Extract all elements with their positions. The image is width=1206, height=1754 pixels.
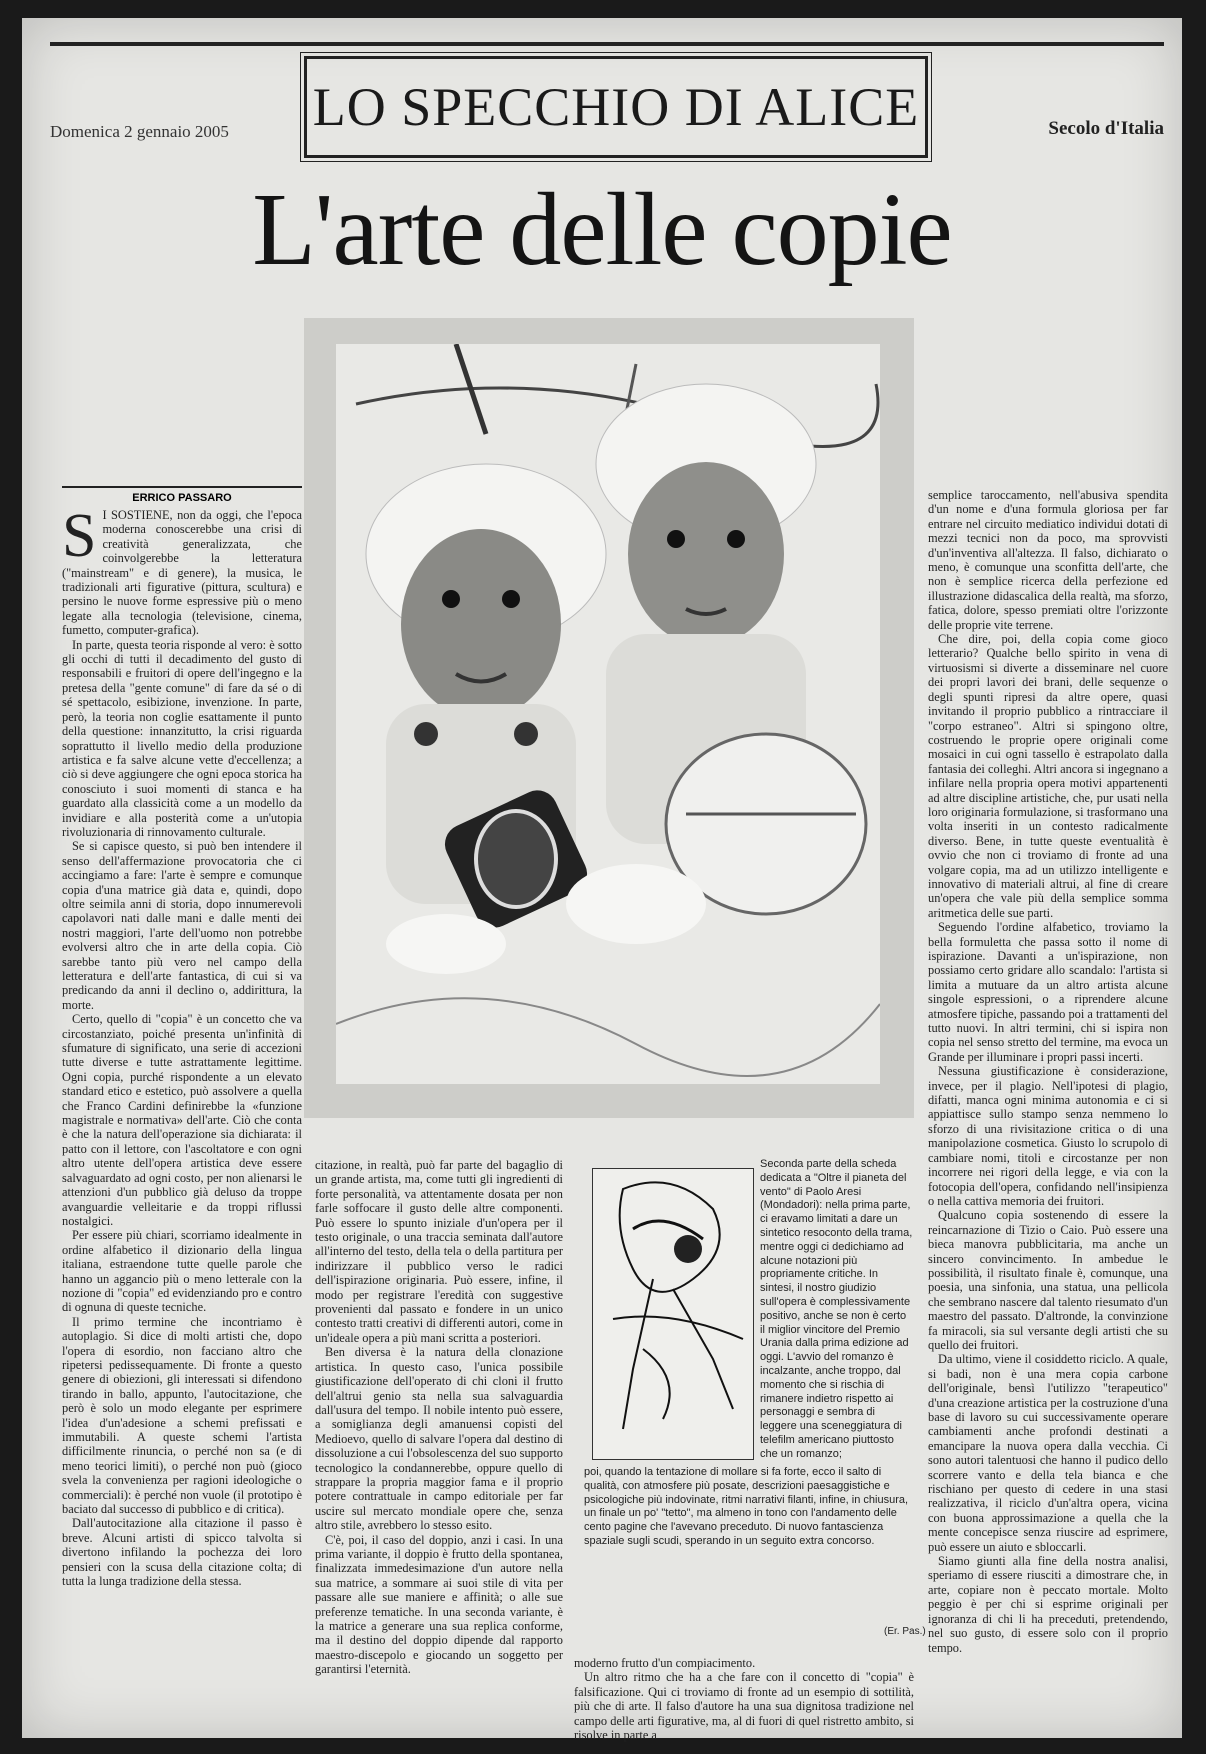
paragraph: Dall'autocitazione alla citazione il passo è breve. Alcuni artisti di spicco talvolta si divertono infilando la pochezza dei loro pensieri con la scusa della citazione colta; di tutta la lunga tradizione della stessa. — [62, 1516, 302, 1589]
paragraph: Ben diversa è la natura della clonazione artistica. In questo caso, l'unica possibile giustificazione dell'operato di chi cloni il frutto dell'altrui genio sta nella sua salvaguardia dall'usura del tempo. Il nobile intento può essere, a somiglianza degli amanuensi copisti del Medioevo, quello di salvare l'opera dal destino di dissoluzione a cui l'obsolescenza del suo supporto tecnologico la condannerebbe, oppure quello di strappare la propria maggior fama e il proprio potere contrattuale in campo editoriale per far uscire sul mercato mondiale opere che, senza altro stile, avrebbero lo stesso esito. — [315, 1345, 563, 1533]
paragraph: I SOSTIENE, non da oggi, che l'epoca moderna conoscerebbe una crisi di creatività generalizzata, che coinvolgerebbe la letteratura ("mainstream" e di genere), la musica, le tradizionali arti figurative (pittura, scultura) e persino le nuove forme espressive più o meno legate alla tecnologia (televisione, cinema, fumetto, computer-grafica). — [62, 508, 302, 638]
sidebar-text-bottom: poi, quando la tentazione di mollare si fa forte, ecco il salto di qualità, con atmosfere più posate, descrizioni paesaggistiche e psicologiche più indovinate, ritmi narrativi filanti, infine, in chiusura, un finale un po' "tetto", ma almeno in tono con l'andamento delle cento pagine che l'avevano preceduto. Di nuovo fantascienza spaziale sugli scudi, sperando in un seguito extra concorso. — [584, 1466, 909, 1547]
paragraph: Certo, quello di "copia" è un concetto che va circostanziato, poiché presenta un'infinità di sfumature di significato, una serie di accezioni tutte diverse e tutte astrattamente legittime. Ogni copia, purché rispondente a un elevato standard etico e estetico, può assolvere a quella che Franco Cardini definirebbe la «funzione magistrale e normativa» dell'arte. Ciò che conta è che la natura dell'operazione sia dichiarata: il patto con il lettore, con l'ascoltatore e con ogni altro utente dell'opera artistica deve essere salvaguardato ad ogni costo, per non alienarsi le attenzioni d'un pubblico già deluso da troppe avanguardie velleitarie e da troppi riflussi nostalgici. — [62, 1012, 302, 1228]
paragraph: citazione, in realtà, può far parte del bagaglio di un grande artista, ma, come tutti gli ingredienti di forte personalità, va attentamente dosata per non farle soffocare il gusto delle altre componenti. Può essere lo spunto iniziale d'un'opera per il testo originale, o una traccia seminata dall'autore all'interno del testo, della tela o della partitura per indirizzare il pubblico verso le radici dell'ispirazione originaria. Può essere, infine, il modo per registrare l'eredità con suggestive provenienti dal passato e fondere in un unico contesto tratti creativi di differenti autori, come in un'ideale opera a più mani scritta a posteriori. — [315, 1158, 563, 1345]
paragraph: Nessuna giustificazione è considerazione, invece, per il plagio. Nell'ipotesi di plagio, difatti, manca ogni minima autonomia e ci si appiattisce sullo stampo senza nemmeno lo sforzo di una rivisitazione critica o di una manipolazione cosmetica. Giusto lo scrupolo di cambiare nomi, titoli e circostanze per non incorrere nei rigori della legge, e via con la fotocopia dell'opera, confidando nell'insipienza o nella cattiva memoria dei fruitori. — [928, 1064, 1168, 1208]
newspaper-page — [22, 18, 1182, 1743]
paragraph: semplice taroccamento, nell'abusiva spendita d'un nome e d'una formula gloriosa per far entrare nel circuito mediatico individui dotati di mezzi tecnici non da poco, ma sprovvisti d'un'inventiva all'altezza. Il falso, dichiarato o meno, è comunque una sconfitta dell'arte, che non è semplice ricerca della perfezione ed illustrazione didascalica della realtà, ma sforzo, fatica, dolore, spesso premiati oltre l'orizzonte delle proprie vite terrene. — [928, 488, 1168, 632]
paragraph: Seguendo l'ordine alfabetico, troviamo la bella formuletta che passa sotto il nome di ispirazione. Davanti a un'ispirazione, non possiamo certo gridare allo scandalo: l'artista si limita a mutuare da un altro artista alcune singole espressioni, o a riprendere alcune atmosfere tipiche, passando poi a trattamenti del tutto nuovi. In altri termini, chi si ispira non copia nel senso stretto del termine, ma evoca un Grande per illuminare i propri passi incerti. — [928, 920, 1168, 1064]
article-column-3 — [574, 1656, 914, 1743]
paragraph: Il primo termine che incontriamo è autoplagio. Si dice di molti artisti che, dopo l'opera di esordio, non facciano altro che ripetersi pedissequamente. Di fronte a questo genere di obiezioni, gli interessati si difendono tirando in ballo, appunto, l'autocitazione, che però è solo un modo elegante per esprimere l'idea d'un'adesione a schemi prefissati e immutabili. A queste schemi l'artista difficilmente rinuncia, o perché non sa (e di meno teorici limiti), o perché non può (gioco svela la convenienza per ragioni ideologiche o commerciali): è perché non vuole (il prototipo è baciato dal successo di pubblico e di critica). — [62, 1314, 302, 1517]
article-column-4 — [928, 488, 1168, 1738]
drop-cap: S — [62, 502, 97, 570]
sidebar-text-top: Seconda parte della scheda dedicata a "Oltre il pianeta del vento" di Paolo Aresi (Mondadori): nella prima parte, ci eravamo limitati a dare un sintetico resoconto della trama, mentre oggi ci dedichiamo ad alcune notazioni più propriamente critiche. In sintesi, il nostro giudizio sull'opera è complessivamente positivo, anche se non è certo il miglior vincitore del Premio Urania dalla prima edizione ad oggi. L'avvio del romanzo è incalzante, anche troppo, dal momento che si rischia di rimanere indietro rispetto ai personaggi e sembra di leggere una sceneggiatura di telefilm americano piuttosto che un romanzo; — [760, 1158, 913, 1460]
article-column-2 — [315, 1158, 563, 1748]
twins-photo-illustration — [336, 344, 880, 1084]
newspaper-name: Secolo d'Italia — [1048, 118, 1164, 139]
section-masthead — [304, 56, 928, 158]
paragraph: In parte, questa teoria risponde al vero: è sotto gli occhi di tutti il decadimento del gusto di responsabili e fruitori di opere dell'ingegno e la pretesa della "gente comune" di fare da sé o di sé spettacolo, esibizione, invenzione. In parte, però, la teoria non coglie esattamente il punto della questione: innanzitutto, la crisi riguarda soprattutto il livello medio della produzione artistica e fa salve alcune vette d'eccellenza; a ciò si deve aggiungere che ogni epoca storica ha conosciuto i suoi momenti di stanca e ha guardato alla classicità come a un modello da invidiare e alla posterità come a un'utopia rivoluzionaria di rinnovamento culturale. — [62, 637, 302, 839]
sketch-figure-illustration — [593, 1169, 753, 1459]
paragraph: C'è, poi, il caso del doppio, anzi i casi. In una prima variante, il doppio è frutto della spontanea, finalizzata immedesimazione d'un autore nella sua matrice, a sommare ai suoi stile di vita per passare alle sue maniere e affinità; o alle sue preferenze tematiche. In una seconda variante, è la matrice a generare una sua replica conforme, ma il destino del doppio dipende dal rapporto maestro-discepolo e giocando un soggetto per garantirsi l'eternità. — [315, 1532, 563, 1677]
paragraph: Un altro ritmo che ha a che fare con il concetto di "copia" è falsificazione. Qui ci troviamo di fronte ad un esempio di sottilità, più che di arte. Il falso d'autore ha una sua dignitosa tradizione nel campo delle arti figurative, ma, al di fuori di quel ristretto ambito, si risolve in parte a — [574, 1670, 914, 1743]
top-rule — [50, 42, 1164, 46]
sidebar-illustration — [592, 1168, 754, 1460]
paragraph: Se si capisce questo, si può ben intendere il senso dell'affermazione provocatoria che ci accingiamo a fare: l'arte è sempre e comunque copia d'una matrice già data e, quindi, dopo oltre seimila anni di storia, dopo innumerevoli capolavori nati dalle mani e dalle menti dei nostri maggiori, l'arte dell'uomo non potrebbe evolversi altro che in arte della copia. Ciò sarebbe tanto più vero nel campo della letteratura e dell'arte fantastica, di cui si va predicando da anni il declino o, addirittura, la morte. — [62, 839, 302, 1012]
paragraph: moderno frutto d'un compiacimento. — [574, 1656, 756, 1670]
photo-frame — [304, 318, 914, 1118]
paragraph: Per essere più chiari, scorriamo idealmente in ordine alfabetico il dizionario della lingua italiana, estraendone tutte quelle parole che hanno un aggancio più o meno letterale con la nozione di "copia" ed evidenziando pro e contro di ognuna di queste tecniche. — [62, 1228, 302, 1315]
issue-date: Domenica 2 gennaio 2005 — [50, 122, 229, 141]
article-column-1 — [62, 502, 302, 1738]
paragraph: Da ultimo, viene il cosiddetto riciclo. A quale, si badi, non è una mera copia carbone dell'originale, bensì l'utilizzo "terapeutico" d'una creazione artistica per la costruzione d'una base di lavoro su cui successivamente operare cambiamenti anche profondi destinati a emancipare la nuova opera dalla vecchia. Ci sono autori talentuosi che hanno il pudico dello scorrere vanto e della tela bianca e che rischiano per questo di cedere in una stasi realizzativa, il riciclo d'un'altra opera, vicina con buona approssimazione a quella che la mente concepisce senza riuscire ad esprimere, può essere un aiuto e sbloccarli. — [928, 1352, 1168, 1554]
paragraph: Qualcuno copia sostenendo di essere la reincarnazione di Tizio o Caio. Può essere una bieca manovra pubblicitaria, ma anche un sincero convincimento. In ambedue le possibilità, il risultato finale è, comunque, una poesia, una sinfonia, una statua, una pellicola che sembrano nascere dal talento riesumato d'un maestro del passato. D'altronde, la convinzione fa miracoli, sia sul versante degli artisti che su quello dei fruitori. — [928, 1208, 1168, 1352]
masthead-title: LO SPECCHIO DI ALICE — [312, 77, 920, 137]
paragraph: Che dire, poi, della copia come gioco letterario? Qualche bello spirito in vena di virtuosismi si diverte a disseminare nel cuore dei propri lavori dei brani, delle sequenze o degli spunti ripresi da altre opere, quasi invitando il proprio pubblico a rintracciare il "corpo estraneo". Altri si spingono oltre, costruendo le proprie opere originali come mosaici in cui ogni tassello è estrapolato dalla fantasia dei colleghi. Altri ancora si ingegnano a infilare nella propria opera motivi appartenenti ad altre discipline artistiche, che, pur usati nella loro originaria formulazione, si trasformano una volta inseriti in un contesto radicalmente diverso. Bene, in tutte queste eventualità è ovvio che non ci troviamo di fronte ad una volgare copia, ma ad un utilizzo intelligente e innovativo di materiali altrui, al fine di creare un'opera che vale più della semplice somma aritmetica delle sue parti. — [928, 632, 1168, 920]
sidebar-signature: (Er. Pas.) — [884, 1626, 926, 1637]
article-headline: L'arte delle copie — [252, 172, 952, 287]
twins-photo — [336, 344, 880, 1084]
article-byline: ERRICO PASSARO — [62, 486, 302, 504]
paragraph: Siamo giunti alla fine della nostra analisi, speriamo di essere riusciti a dimostrare che, in arte, copiare non è peccato mortale. Molto peggio è per chi si esprime originali per ignoranza di chi li ha preceduti, pretendendo, nel suo gusto, di essere solo con il proprio tempo. — [928, 1554, 1168, 1655]
